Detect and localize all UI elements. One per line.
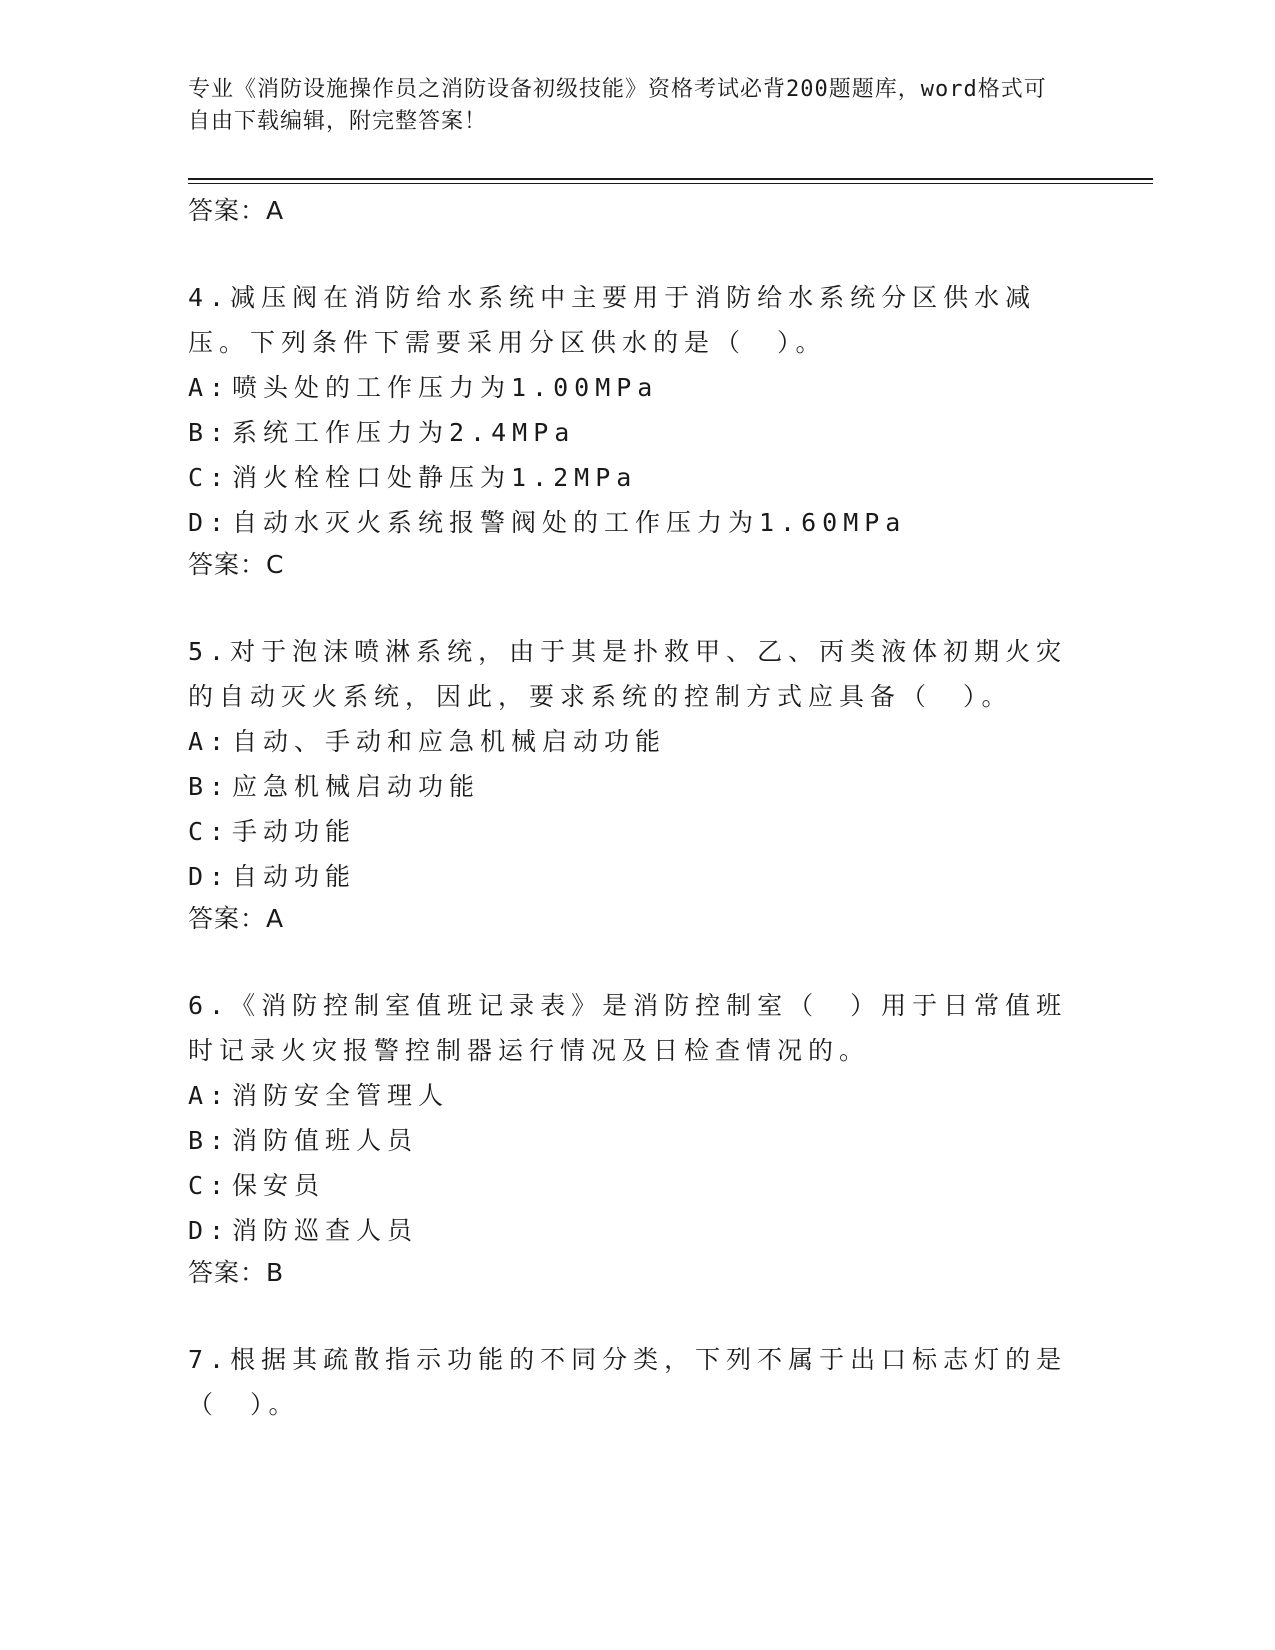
answer-line <box>188 191 1068 231</box>
answer-label: 答案： <box>188 1258 267 1287</box>
answer-label: 答案： <box>188 904 267 933</box>
option-key: B: <box>188 1126 231 1155</box>
answer-value: C <box>266 550 285 579</box>
option-text: 自动功能 <box>232 862 357 891</box>
option-a <box>188 719 1068 764</box>
option-text: 喷头处的工作压力为1.00MPa <box>232 373 659 402</box>
answer-label: 答案： <box>188 550 267 579</box>
option-c <box>188 1163 1068 1208</box>
option-a <box>188 365 1068 410</box>
option-text: 消火栓栓口处静压为1.2MPa <box>232 463 638 492</box>
option-text: 应急机械启动功能 <box>232 772 481 801</box>
option-a <box>188 1073 1068 1118</box>
option-b <box>188 1118 1068 1163</box>
question-item <box>188 275 1068 545</box>
answer-label: 答案： <box>188 196 267 225</box>
option-key: D: <box>188 508 231 537</box>
option-text: 自动水灭火系统报警阀处的工作压力为1.60MPa <box>232 508 907 537</box>
answer-value: A <box>266 904 285 933</box>
question-item <box>188 629 1068 899</box>
question-stem: 5.对于泡沫喷淋系统，由于其是扑救甲、乙、丙类液体初期火灾的自动灭火系统，因此，要求系统的控制方式应具备（ ）。 <box>188 637 1068 711</box>
option-key: B: <box>188 418 231 447</box>
answer-line <box>188 545 1068 585</box>
option-text: 系统工作压力为2.4MPa <box>232 418 576 447</box>
header-divider-thin <box>188 183 1153 184</box>
option-key: C: <box>188 463 231 492</box>
option-b <box>188 410 1068 455</box>
option-text: 消防安全管理人 <box>232 1081 450 1110</box>
answer-value: A <box>266 196 285 225</box>
question-stem: 7.根据其疏散指示功能的不同分类，下列不属于出口标志灯的是（ ）。 <box>188 1345 1068 1419</box>
option-text: 手动功能 <box>232 817 357 846</box>
option-text: 消防巡查人员 <box>232 1216 419 1245</box>
header-divider <box>188 178 1153 180</box>
answer-line <box>188 899 1068 939</box>
answer-value: B <box>266 1258 285 1287</box>
question-stem: 6.《消防控制室值班记录表》是消防控制室（ ）用于日常值班时记录火灾报警控制器运行情况及日检查情况的。 <box>188 991 1068 1065</box>
question-item <box>188 983 1068 1253</box>
option-key: D: <box>188 862 231 891</box>
question-stem: 4.减压阀在消防给水系统中主要用于消防给水系统分区供水减压。下列条件下需要采用分区供水的是（ ）。 <box>188 283 1037 357</box>
document-header: 专业《消防设施操作员之消防设备初级技能》资格考试必背200题题库，word格式可自由下载编辑，附完整答案！ <box>188 77 1047 134</box>
option-d <box>188 854 1068 899</box>
question-item <box>188 1337 1068 1427</box>
option-text: 消防值班人员 <box>232 1126 419 1155</box>
option-key: B: <box>188 772 231 801</box>
option-d <box>188 1208 1068 1253</box>
option-key: D: <box>188 1216 231 1245</box>
option-c <box>188 455 1068 500</box>
option-key: C: <box>188 1171 231 1200</box>
option-key: A: <box>188 727 231 756</box>
option-key: A: <box>188 373 231 402</box>
option-key: C: <box>188 817 231 846</box>
option-key: A: <box>188 1081 231 1110</box>
option-c <box>188 809 1068 854</box>
answer-line <box>188 1253 1068 1293</box>
option-text: 保安员 <box>232 1171 326 1200</box>
document-body <box>188 191 1068 1427</box>
option-b <box>188 764 1068 809</box>
option-text: 自动、手动和应急机械启动功能 <box>232 727 667 756</box>
option-d <box>188 500 1068 545</box>
